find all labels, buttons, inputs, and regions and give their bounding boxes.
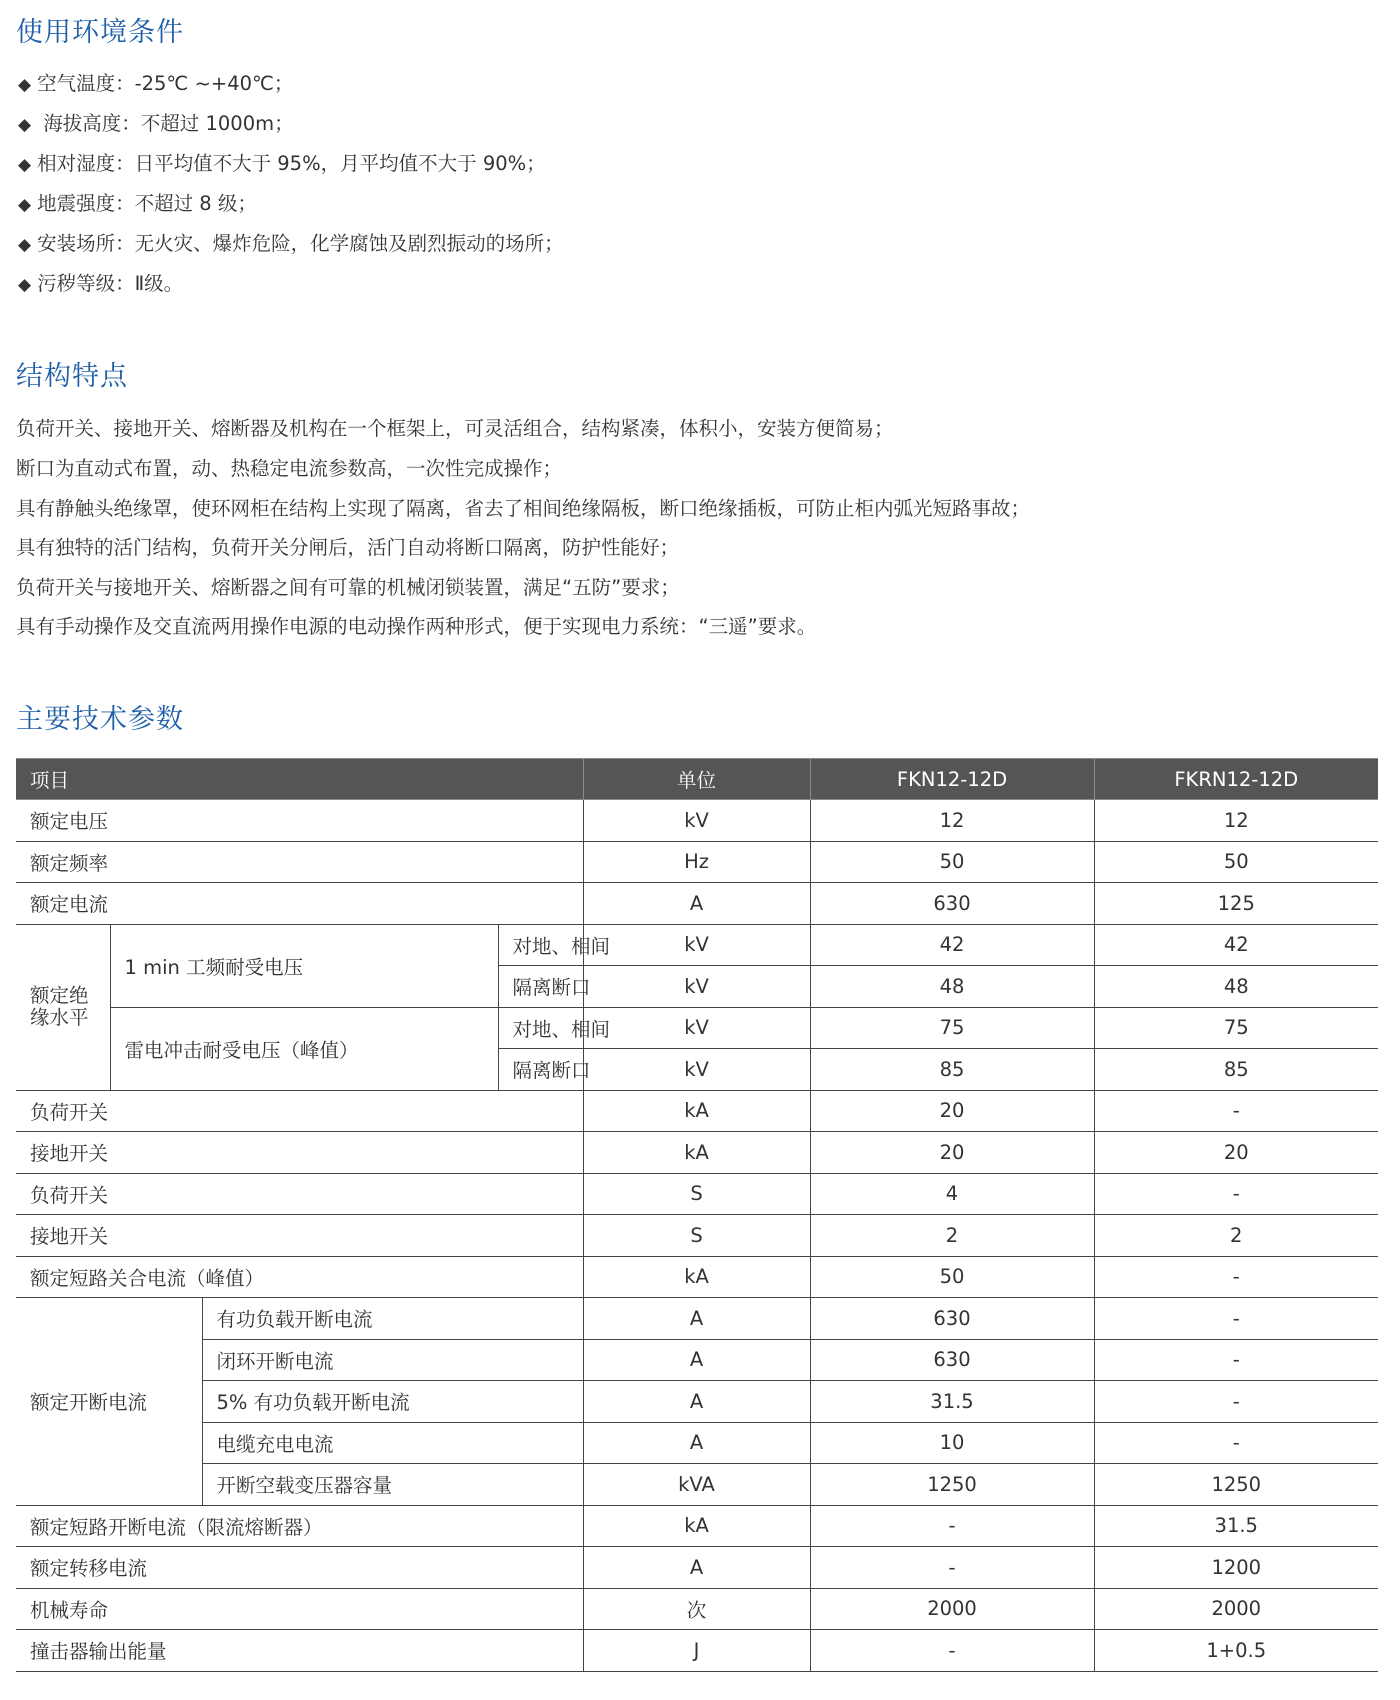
header-unit: 单位: [583, 759, 810, 800]
row-value-1: 20: [810, 1132, 1094, 1174]
row-unit: A: [583, 1422, 810, 1464]
env-item: ◆ 海拔高度：不超过 1000m；: [18, 112, 294, 135]
header-model-2: FKRN12-12D: [1094, 759, 1378, 800]
row-unit: A: [583, 1298, 810, 1340]
params-section-title: 主要技术参数: [16, 704, 184, 735]
row-value-2: -: [1094, 1381, 1378, 1423]
env-item: ◆ 地震强度：不超过 8 级；: [18, 192, 257, 215]
row-value-2: -: [1094, 1298, 1378, 1340]
row-unit: 次: [583, 1588, 810, 1630]
breaking-label: 额定开断电流: [16, 1298, 202, 1506]
row-value-1: 85: [810, 1049, 1094, 1091]
table-row: [16, 1505, 1378, 1547]
env-item: ◆ 安装场所：无火灾、爆炸危险，化学腐蚀及剧烈振动的场所；: [18, 232, 564, 255]
row-item: 额定短路关合电流（峰值）: [16, 1256, 583, 1298]
row-item: 额定电流: [16, 883, 583, 925]
row-value-2: 48: [1094, 966, 1378, 1008]
diamond-bullet-icon: ◆: [18, 275, 32, 295]
row-value-2: 2: [1094, 1215, 1378, 1257]
row-value-2: 42: [1094, 924, 1378, 966]
row-value-1: 12: [810, 800, 1094, 842]
row-unit: A: [583, 1339, 810, 1381]
row-unit: kV: [583, 1049, 810, 1091]
structure-line: 具有静触头绝缘罩，使环网柜在结构上实现了隔离，省去了相间绝缘隔板，断口绝缘插板，可防止柜内弧光短路事故；: [16, 497, 1031, 520]
row-value-2: 1200: [1094, 1547, 1378, 1589]
table-row: [16, 1464, 1378, 1506]
table-row: [16, 1422, 1378, 1464]
row-unit: kV: [583, 924, 810, 966]
row-value-2: -: [1094, 1339, 1378, 1381]
row-unit: kV: [583, 800, 810, 842]
structure-line: 断口为直动式布置，动、热稳定电流参数高，一次性完成操作；: [16, 457, 563, 480]
table-row: [16, 1256, 1378, 1298]
row-sub-item: 对地、相间: [498, 924, 583, 966]
row-sub-item: 隔离断口: [498, 966, 583, 1008]
row-value-1: -: [810, 1547, 1094, 1589]
structure-line: 负荷开关、接地开关、熔断器及机构在一个框架上，可灵活组合，结构紧凑，体积小，安装方便简易；: [16, 417, 894, 440]
structure-line: 具有手动操作及交直流两用操作电源的电动操作两种形式，便于实现电力系统：“三遥”要求。: [16, 615, 817, 638]
row-unit: kVA: [583, 1464, 810, 1506]
row-value-1: 2: [810, 1215, 1094, 1257]
row-sub-item: 5% 有功负载开断电流: [202, 1381, 583, 1423]
row-unit: kV: [583, 1007, 810, 1049]
row-unit: kA: [583, 1090, 810, 1132]
row-item: 接地开关: [16, 1215, 583, 1257]
diamond-bullet-icon: ◆: [18, 115, 32, 135]
table-row: [16, 1588, 1378, 1630]
row-value-1: 1250: [810, 1464, 1094, 1506]
row-item: 额定电压: [16, 800, 583, 842]
row-value-1: 42: [810, 924, 1094, 966]
row-unit: kA: [583, 1132, 810, 1174]
row-sub-item: 闭环开断电流: [202, 1339, 583, 1381]
row-sub-item: 对地、相间: [498, 1007, 583, 1049]
row-item: 接地开关: [16, 1132, 583, 1174]
row-value-1: -: [810, 1630, 1094, 1672]
row-unit: kA: [583, 1256, 810, 1298]
table-row: [16, 1215, 1378, 1257]
table-row: [16, 1090, 1378, 1132]
diamond-bullet-icon: ◆: [18, 195, 32, 215]
row-value-2: -: [1094, 1090, 1378, 1132]
row-value-2: 1250: [1094, 1464, 1378, 1506]
row-sub-item: 电缆充电电流: [202, 1422, 583, 1464]
table-row: [16, 1339, 1378, 1381]
row-value-1: 10: [810, 1422, 1094, 1464]
row-value-1: -: [810, 1505, 1094, 1547]
row-value-1: 4: [810, 1173, 1094, 1215]
insulation-group-label: 1 min 工频耐受电压: [110, 924, 498, 1007]
row-value-1: 630: [810, 883, 1094, 925]
row-value-1: 50: [810, 841, 1094, 883]
table-row: [16, 1007, 1378, 1049]
row-unit: A: [583, 883, 810, 925]
row-value-1: 75: [810, 1007, 1094, 1049]
row-value-2: 75: [1094, 1007, 1378, 1049]
insulation-label: 额定绝缘水平: [16, 924, 110, 1090]
table-row: [16, 1173, 1378, 1215]
diamond-bullet-icon: ◆: [18, 235, 32, 255]
env-section-title: 使用环境条件: [16, 17, 184, 48]
row-value-2: 12: [1094, 800, 1378, 842]
row-sub-item: 开断空载变压器容量: [202, 1464, 583, 1506]
table-row: [16, 883, 1378, 925]
diamond-bullet-icon: ◆: [18, 75, 32, 95]
env-item: ◆ 相对湿度：日平均值不大于 95%，月平均值不大于 90%；: [18, 152, 546, 175]
row-value-2: -: [1094, 1173, 1378, 1215]
row-item: 机械寿命: [16, 1588, 583, 1630]
row-value-2: -: [1094, 1422, 1378, 1464]
header-model-1: FKN12-12D: [810, 759, 1094, 800]
row-value-2: -: [1094, 1256, 1378, 1298]
row-item: 负荷开关: [16, 1090, 583, 1132]
row-unit: Hz: [583, 841, 810, 883]
header-item: 项目: [16, 759, 583, 800]
row-value-2: 2000: [1094, 1588, 1378, 1630]
structure-line: 负荷开关与接地开关、熔断器之间有可靠的机械闭锁装置，满足“五防”要求；: [16, 576, 680, 599]
row-value-2: 31.5: [1094, 1505, 1378, 1547]
row-value-1: 630: [810, 1298, 1094, 1340]
row-item: 额定短路开断电流（限流熔断器）: [16, 1505, 583, 1547]
diamond-bullet-icon: ◆: [18, 155, 32, 175]
structure-line: 具有独特的活门结构，负荷开关分闸后，活门自动将断口隔离，防护性能好；: [16, 536, 680, 559]
row-value-2: 50: [1094, 841, 1378, 883]
row-item: 负荷开关: [16, 1173, 583, 1215]
row-item: 额定转移电流: [16, 1547, 583, 1589]
table-row: [16, 1630, 1378, 1672]
row-value-1: 48: [810, 966, 1094, 1008]
row-value-1: 50: [810, 1256, 1094, 1298]
row-value-2: 20: [1094, 1132, 1378, 1174]
row-value-2: 85: [1094, 1049, 1378, 1091]
insulation-group-label: 雷电冲击耐受电压（峰值）: [110, 1007, 498, 1090]
env-item: ◆ 空气温度：-25℃ ~+40℃；: [18, 72, 294, 95]
row-value-2: 125: [1094, 883, 1378, 925]
row-unit: kV: [583, 966, 810, 1008]
row-unit: S: [583, 1173, 810, 1215]
row-value-1: 2000: [810, 1588, 1094, 1630]
row-unit: A: [583, 1547, 810, 1589]
row-item: 撞击器输出能量: [16, 1630, 583, 1672]
row-unit: A: [583, 1381, 810, 1423]
table-row: [16, 1298, 1378, 1340]
table-header-row: [16, 759, 1378, 800]
table-row: [16, 1132, 1378, 1174]
row-unit: kA: [583, 1505, 810, 1547]
structure-section-title: 结构特点: [16, 361, 128, 392]
env-item: ◆ 污秽等级：Ⅱ级。: [18, 272, 184, 295]
row-value-1: 20: [810, 1090, 1094, 1132]
row-item: 额定频率: [16, 841, 583, 883]
table-row: [16, 841, 1378, 883]
row-sub-item: 有功负载开断电流: [202, 1298, 583, 1340]
spec-table: [16, 758, 1378, 1672]
row-value-1: 31.5: [810, 1381, 1094, 1423]
row-value-1: 630: [810, 1339, 1094, 1381]
table-row: [16, 924, 1378, 966]
table-row: [16, 1381, 1378, 1423]
row-sub-item: 隔离断口: [498, 1049, 583, 1091]
row-unit: J: [583, 1630, 810, 1672]
table-row: [16, 800, 1378, 842]
table-row: [16, 1547, 1378, 1589]
row-unit: S: [583, 1215, 810, 1257]
row-value-2: 1+0.5: [1094, 1630, 1378, 1672]
